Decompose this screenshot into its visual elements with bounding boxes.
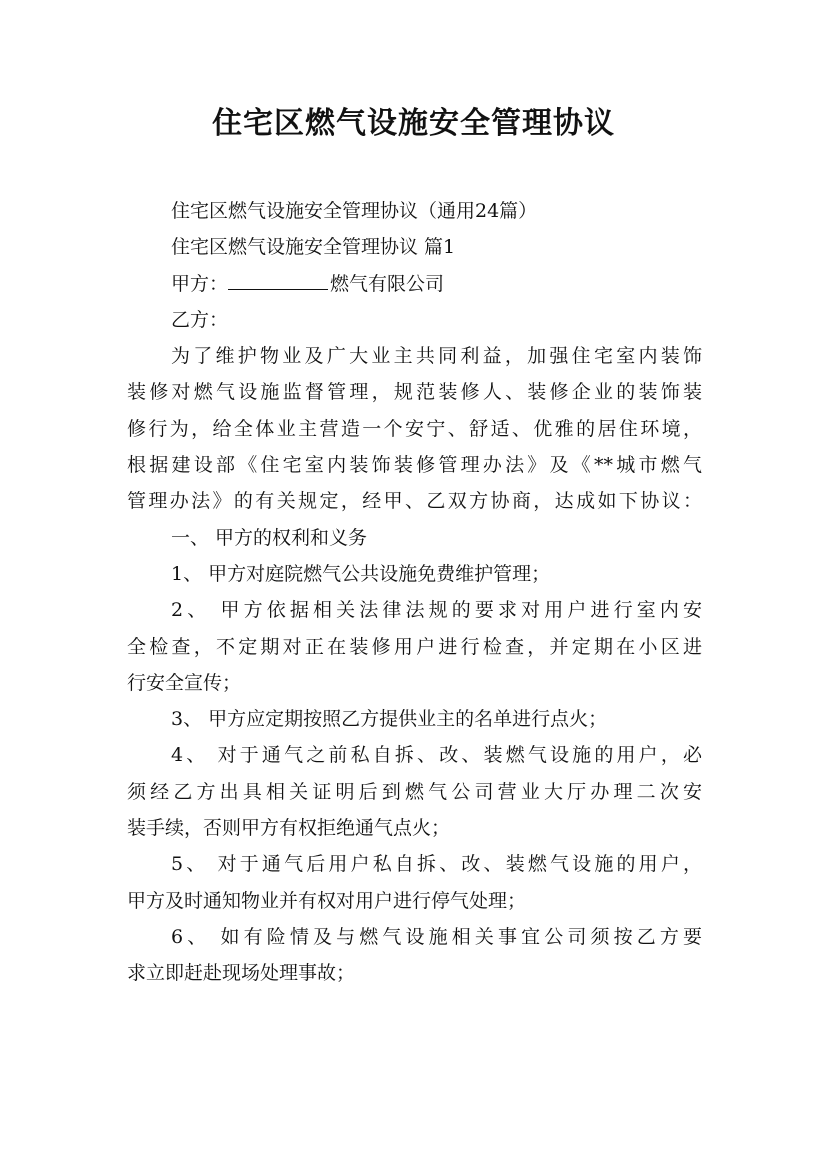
- list-item: 1、 甲方对庭院燃气公共设施免费维护管理；: [171, 562, 551, 585]
- paragraph-line: 甲方及时通知物业并有权对用户进行停气处理；: [127, 889, 527, 912]
- paragraph-line: 修行为，给全体业主营造一个安宁、舒适、优雅的居住环境，: [127, 417, 702, 440]
- list-item: 4、 对于通气之前私自拆、改、装燃气设施的用户，必: [171, 744, 702, 767]
- paragraph-line: 须经乙方出具相关证明后到燃气公司营业大厅办理二次安: [127, 780, 702, 803]
- document-title: 住宅区燃气设施安全管理协议: [212, 106, 615, 141]
- party-a-line: [127, 266, 702, 302]
- list-item: 2、 甲方依据相关法律法规的要求对用户进行室内安: [171, 599, 702, 622]
- fill-in-blank: [228, 270, 328, 290]
- paragraph-line: 为了维护物业及广大业主共同利益，加强住宅室内装饰: [171, 345, 702, 368]
- party-a-company: 燃气有限公司: [330, 272, 445, 295]
- party-a-label: 甲方：: [171, 272, 229, 295]
- list-item: 3、 甲方应定期按照乙方提供业主的名单进行点火；: [171, 708, 608, 731]
- paragraph-line: 装手续，否则甲方有权拒绝通气点火；: [127, 817, 451, 840]
- paragraph-line: 管理办法》的有关规定，经甲、乙双方协商，达成如下协议：: [127, 490, 702, 513]
- paragraph-line: 根据建设部《住宅室内装饰装修管理办法》及《**城市燃气: [127, 454, 702, 477]
- paragraph-line: 行安全宣传；: [127, 671, 242, 694]
- paragraph-line: 住宅区燃气设施安全管理协议（通用24篇）: [171, 200, 538, 222]
- list-item: 5、 对于通气后用户私自拆、改、装燃气设施的用户，: [171, 853, 702, 876]
- paragraph-line: 装修对燃气设施监督管理，规范装修人、装修企业的装饰装: [127, 381, 702, 404]
- document-body: [127, 193, 702, 992]
- paragraph-line: 求立即赶赴现场处理事故；: [127, 962, 356, 985]
- section-heading: 一、 甲方的权利和义务: [171, 526, 368, 549]
- paragraph-line: 乙方：: [171, 308, 229, 331]
- paragraph-line: 住宅区燃气设施安全管理协议 篇1: [171, 236, 456, 259]
- paragraph-line: 全检查，不定期对正在装修用户进行检查，并定期在小区进: [127, 635, 702, 658]
- list-item: 6、 如有险情及与燃气设施相关事宜公司须按乙方要: [171, 925, 702, 948]
